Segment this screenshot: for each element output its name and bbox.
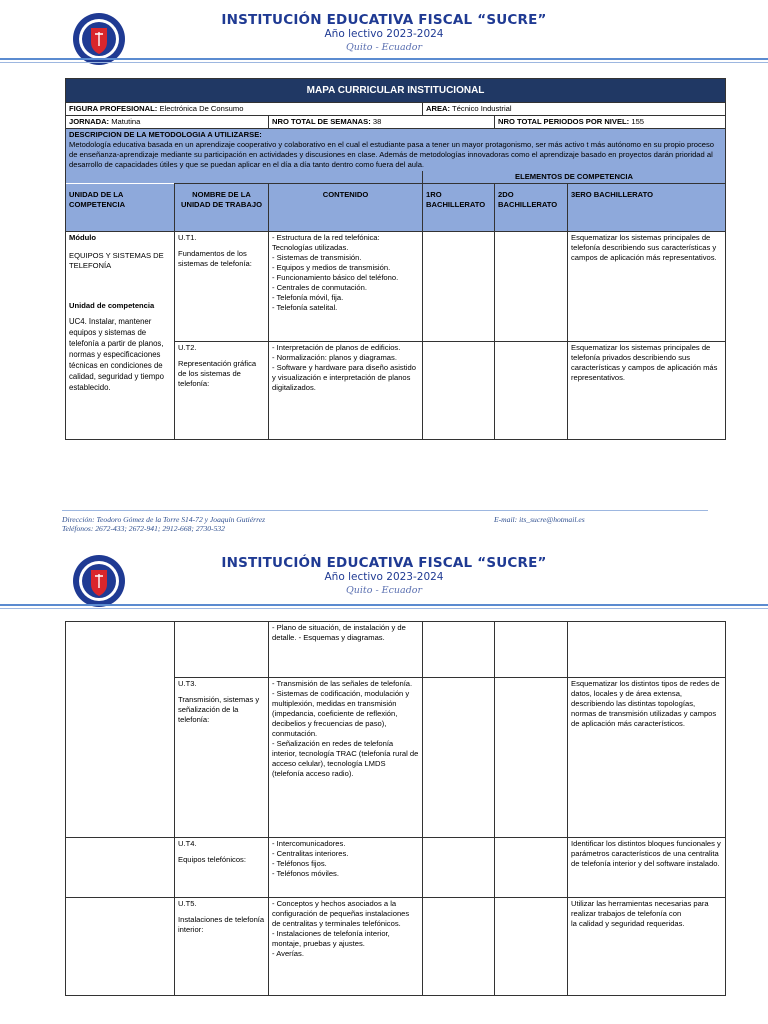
1ro-cell: [423, 342, 495, 440]
jornada-value: Matutina: [111, 117, 141, 127]
blank-header-cell: [66, 171, 423, 184]
contenido-line: - Intercomunicadores.: [272, 839, 346, 848]
table-row: [175, 232, 269, 342]
figura-profesional-cell: [66, 103, 423, 116]
metodologia-cell: [66, 129, 726, 172]
table-row: [175, 898, 269, 996]
figura-label: FIGURA PROFESIONAL:: [69, 104, 158, 114]
page1-header: [0, 6, 768, 76]
page2-header: [0, 550, 768, 620]
ut-code: U.T3.: [178, 679, 197, 688]
3ro-cell: Esquematizar los distintos tipos de redes de datos, locales y de área extensa, describiendo las distintas topologías, normas de transmisión utilizadas y campos de aplicación más característicos.: [568, 678, 726, 838]
curriculum-table-page2: [65, 621, 726, 996]
contenido-cell: - Plano de situación, de instalación y de detalle. - Esquemas y diagramas.: [269, 622, 423, 678]
area-cell: [423, 103, 726, 116]
metodologia-text: Metodología educativa basada en un aprendizaje cooperativo y colaborativo en el cual el estudiante pasa a tener un mayor protagonismo, ser más activo t más autónomo en su propio proceso de enseñanza-aprendizaje mediante su participación en actividades y discusiones en clase. Además de metodologías innovadoras como el aprendizaje basado en proyectos darán prioridad al desarrollo de capacidades útiles y que se puedan aplicar en el día a día tanto dentro como fuera del aula.: [69, 140, 715, 170]
contenido-cell: [269, 342, 423, 440]
ut-name: Transmisión, sistemas y señalización de la telefonía:: [178, 695, 260, 725]
contenido-line: - Teléfonos móviles.: [272, 869, 339, 879]
contenido-line: - Averías.: [272, 949, 304, 959]
metodologia-label: DESCRIPCION DE LA METODOLOGIA A UTILIZARSE:: [69, 130, 262, 140]
contenido-line: - Equipos y medios de transmisión.: [272, 263, 391, 273]
3ro-cell: Esquematizar los sistemas principales de telefonía privados describiendo sus características y campos de aplicación más representativos.: [568, 342, 726, 440]
3ro-cell: Esquematizar los sistemas principales de telefonía describiendo sus características y campos de aplicación más representativos.: [568, 232, 726, 342]
contenido-line: - Transmisión de las señales de telefonía.: [272, 679, 413, 688]
jornada-cell: [66, 116, 269, 129]
contenido-line: - Sistemas de codificación, modulación y multiplexión, medidas en transmisión (impedancia, coeficiente de reflexión, decibelios y frecuencias de paso), conmutación.: [272, 689, 410, 739]
contenido-line: - Estructura de la red telefónica: Tecnologías utilizadas.: [272, 233, 380, 253]
header-divider-thin: [0, 62, 768, 63]
col-contenido-header: CONTENIDO: [269, 184, 423, 232]
2do-cell: [495, 622, 568, 678]
modulo-cell-continued: [66, 838, 175, 898]
footer-email: E-mail: its_sucre@hotmail.es: [494, 515, 585, 524]
contenido-line: - Instalaciones de telefonía interior, montaje, pruebas y ajustes.: [272, 929, 390, 949]
contenido-line: - Señalización en redes de telefonía interior, tecnología TRAC (telefonía rural de acceso celular), tecnología LMDS (telefonía acceso radio).: [272, 739, 419, 779]
contenido-line: - Funcionamiento básico del teléfono.: [272, 273, 399, 283]
2do-cell: [495, 898, 568, 996]
2do-cell: [495, 232, 568, 342]
ut-code: U.T2.: [178, 343, 197, 353]
ut-name: Representación gráfica de los sistemas de telefonía:: [178, 359, 257, 389]
modulo-value: EQUIPOS Y SISTEMAS DE TELEFONÍA: [69, 251, 164, 271]
tercero-line: la calidad y seguridad requeridas.: [571, 919, 685, 929]
1ro-cell: [423, 678, 495, 838]
col-nombre-header: NOMBRE DE LA UNIDAD DE TRABAJO: [175, 184, 269, 232]
school-year: Año lectivo 2023-2024: [324, 571, 444, 583]
ut-name: Instalaciones de telefonía interior:: [178, 915, 265, 935]
contenido-line: - Normalización: planos y diagramas.: [272, 353, 397, 363]
table-row: [175, 678, 269, 838]
unidad-competencia-value: UC4. Instalar, mantener equipos y sistemas de telefonía a partir de planos, normas y especificaciones técnicas en condiciones de calidad, seguridad y tiempo establecido.: [69, 317, 164, 392]
ut-code: U.T1.: [178, 233, 197, 243]
3ro-cell: Identificar los distintos bloques funcionales y parámetros característicos de una centralita de telefonía interior y del software instalado.: [568, 838, 726, 898]
footer-address: Dirección: Teodoro Gómez de la Torre S14-72 y Joaquín Gutiérrez: [62, 515, 266, 524]
ut-name: Equipos telefónicos:: [178, 855, 246, 865]
periodos-cell: [495, 116, 726, 129]
3ro-cell: [568, 898, 726, 996]
1ro-cell: [423, 838, 495, 898]
city: Quito - Ecuador: [345, 585, 423, 596]
1ro-cell: [423, 622, 495, 678]
contenido-line: - Centrales de conmutación.: [272, 283, 367, 293]
unidad-competencia-label: Unidad de competencia: [69, 301, 155, 311]
ut-code: U.T5.: [178, 899, 197, 908]
city: Quito - Ecuador: [345, 42, 423, 53]
table-row: [175, 838, 269, 898]
header-divider: [0, 58, 768, 60]
col-1ro-header: 1RO BACHILLERATO: [423, 184, 495, 232]
contenido-line: - Teléfonos fijos.: [272, 859, 327, 869]
2do-cell: [495, 838, 568, 898]
institution-title: INSTITUCIÓN EDUCATIVA FISCAL “SUCRE”: [221, 555, 547, 571]
tercero-line: Utilizar las herramientas necesarias para realizar trabajos de telefonía con: [571, 899, 709, 919]
ut-code: U.T4.: [178, 839, 197, 848]
contenido-line: - Telefonía satelital.: [272, 303, 338, 313]
figura-value: Electrónica De Consumo: [159, 104, 244, 114]
school-year: Año lectivo 2023-2024: [324, 28, 444, 40]
periodos-value: 155: [631, 117, 645, 127]
2do-cell: [495, 678, 568, 838]
institution-title: INSTITUCIÓN EDUCATIVA FISCAL “SUCRE”: [221, 12, 547, 28]
1ro-cell: [423, 898, 495, 996]
contenido-line: - Interpretación de planos de edificios.: [272, 343, 401, 353]
2do-cell: [495, 342, 568, 440]
contenido-cell: [269, 838, 423, 898]
table-row: [175, 622, 269, 678]
contenido-cell: [269, 678, 423, 838]
table-row: [175, 342, 269, 440]
footer-divider: [62, 510, 708, 511]
contenido-line: - Software y hardware para diseño asistido y visualización e interpretación de planos digitalizados.: [272, 363, 416, 393]
contenido-line: - Telefonía móvil, fija.: [272, 293, 344, 303]
header-divider-thin: [0, 608, 768, 609]
table-title: MAPA CURRICULAR INSTITUCIONAL: [66, 79, 726, 103]
area-label: AREA:: [426, 104, 451, 114]
col-unidad-header: UNIDAD DE LA COMPETENCIA: [66, 184, 175, 232]
col-2do-header: 2DO BACHILLERATO: [495, 184, 568, 232]
modulo-cell-continued: [66, 898, 175, 996]
curriculum-table-page1: [65, 78, 726, 440]
contenido-line: - Centralitas interiores.: [272, 849, 349, 859]
contenido-cell: [269, 232, 423, 342]
footer-phones: Teléfonos: 2672-433; 2672-941; 2912-668; 2730-532: [62, 524, 225, 534]
contenido-cell: [269, 898, 423, 996]
contenido-line: - Sistemas de transmisión.: [272, 253, 362, 263]
modulo-cell: [66, 232, 175, 440]
semanas-label: NRO TOTAL DE SEMANAS:: [272, 117, 371, 127]
ut-name: Fundamentos de los sistemas de telefonía:: [178, 249, 252, 269]
header-divider: [0, 604, 768, 606]
modulo-cell-continued: [66, 622, 175, 838]
1ro-cell: [423, 232, 495, 342]
area-value: Técnico Industrial: [452, 104, 512, 114]
semanas-cell: [269, 116, 495, 129]
modulo-label: Módulo: [69, 233, 96, 243]
jornada-label: JORNADA:: [69, 117, 110, 127]
footer-address-block: [62, 515, 265, 534]
contenido-line: - Conceptos y hechos asociados a la configuración de pequeñas instalaciones de centralitas y terminales telefónicos.: [272, 899, 410, 929]
periodos-label: NRO TOTAL PERIODOS POR NIVEL:: [498, 117, 630, 127]
semanas-value: 38: [372, 117, 382, 127]
col-3ro-header: 3ERO BACHILLERATO: [568, 184, 726, 232]
3ro-cell: [568, 622, 726, 678]
elementos-header: ELEMENTOS DE COMPETENCIA: [423, 171, 726, 184]
